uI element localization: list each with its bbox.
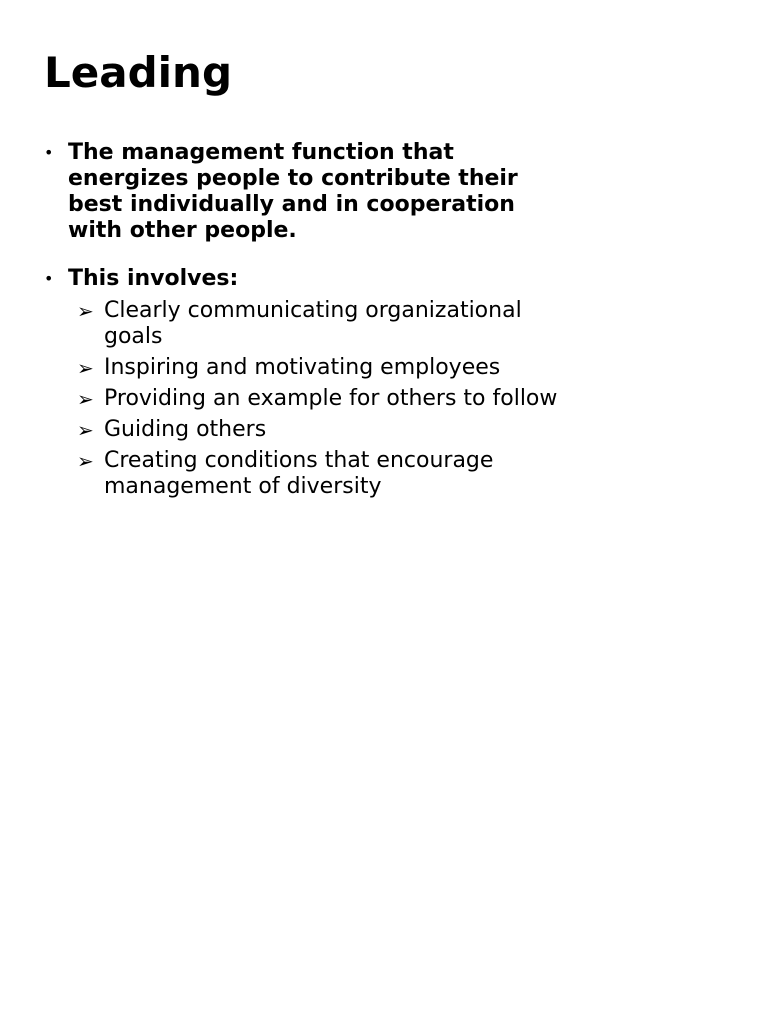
- bullet-text: The management function that energizes people to contribute their best individually and in cooperation with other people.: [68, 140, 518, 243]
- sub-bullet-text: Creating conditions that encourage management of diversity: [104, 448, 494, 499]
- slide-title: Leading: [44, 48, 233, 97]
- bullet-dot-icon: •: [44, 269, 54, 288]
- bullet-dot-icon: •: [44, 143, 54, 162]
- bullet-item: [44, 140, 564, 244]
- sub-bullet-item: [77, 298, 564, 350]
- arrow-bullet-icon: ➢: [77, 449, 94, 473]
- sub-bullet-item: [77, 386, 564, 412]
- sub-bullet-text: Guiding others: [104, 417, 267, 442]
- sub-bullet-list: [68, 298, 564, 500]
- arrow-bullet-icon: ➢: [77, 418, 94, 442]
- sub-bullet-text: Clearly communicating organizational goals: [104, 298, 522, 349]
- sub-bullet-text: Providing an example for others to follow: [104, 386, 558, 411]
- bullet-text: This involves:: [68, 266, 239, 291]
- arrow-bullet-icon: ➢: [77, 356, 94, 380]
- arrow-bullet-icon: ➢: [77, 387, 94, 411]
- arrow-bullet-icon: ➢: [77, 299, 94, 323]
- sub-bullet-item: [77, 448, 564, 500]
- bullet-list: [44, 140, 564, 505]
- sub-bullet-item: [77, 417, 564, 443]
- sub-bullet-item: [77, 355, 564, 381]
- sub-bullet-text: Inspiring and motivating employees: [104, 355, 501, 380]
- bullet-item: [44, 266, 564, 500]
